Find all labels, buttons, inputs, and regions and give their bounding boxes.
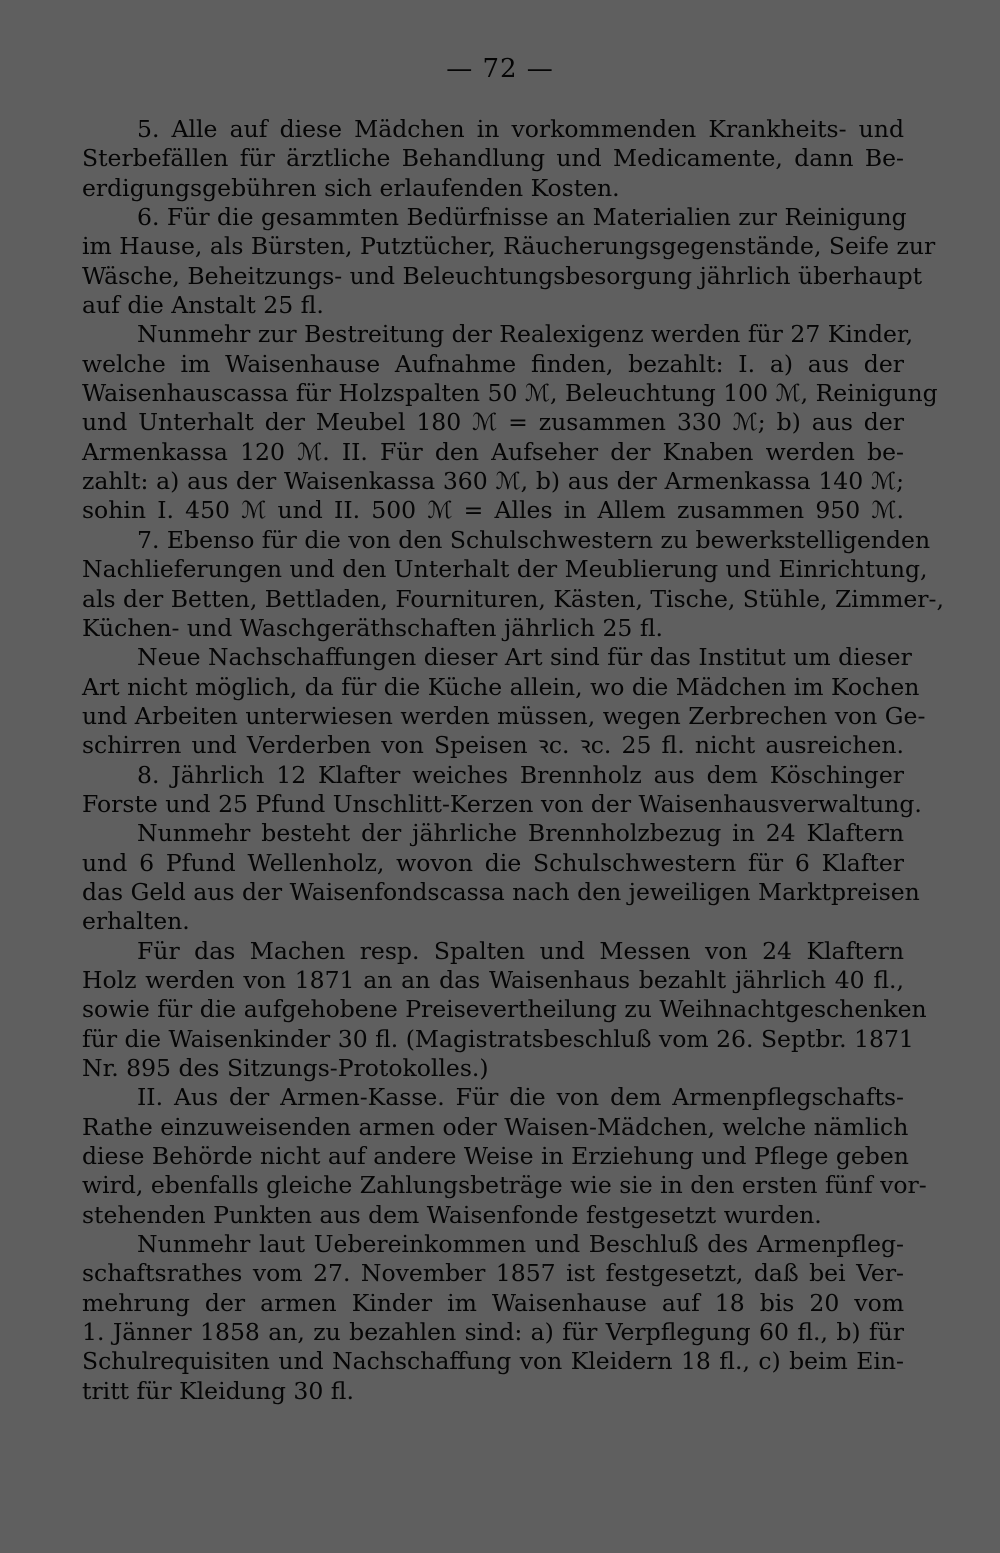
text-line: im Hause, als Bürsten, Putztücher, Räucherungsgegenstände, Seife zur	[82, 232, 936, 261]
paragraph-armenkasse	[82, 1083, 927, 1230]
text-line: auf die Anstalt 25 fl.	[82, 291, 324, 320]
text-line: sowie für die aufgehobene Preisevertheilung zu Weihnachtgeschenken	[82, 995, 927, 1024]
text-line: zahlt: a) aus der Waisenkassa 360 ℳ, b) aus der Armenkassa 140 ℳ;	[82, 467, 904, 496]
text-line: mehrung der armen Kinder im Waisenhause auf 18 bis 20 vom	[82, 1288, 904, 1317]
text-line: sohin I. 450 ℳ und II. 500 ℳ = Alles in Allem zusammen 950 ℳ.	[82, 496, 904, 525]
text-line: für die Waisenkinder 30 fl. (Magistratsbeschluß vom 26. Septbr. 1871	[82, 1024, 914, 1053]
text-line: Armenkassa 120 ℳ. II. Für den Aufseher der Knaben werden be-	[82, 437, 904, 466]
text-line: Forste und 25 Pfund Unschlitt-Kerzen von der Waisenhausverwaltung.	[82, 789, 922, 818]
page-number: — 72 —	[446, 54, 554, 84]
text-line: Neue Nachschaffungen dieser Art sind für das Institut um dieser	[137, 643, 912, 672]
paragraph-8	[82, 760, 922, 820]
text-line: Schulrequisiten und Nachschaffung von Kleidern 18 fl., c) beim Ein-	[82, 1347, 904, 1376]
text-line: schaftsrathes vom 27. November 1857 ist festgesetzt, daß bei Ver-	[82, 1259, 904, 1288]
paragraph-7	[82, 525, 944, 643]
text-line: Rathe einzuweisenden armen oder Waisen-Mädchen, welche nämlich	[82, 1112, 909, 1141]
text-line: Art nicht möglich, da für die Küche allein, wo die Mädchen im Kochen	[82, 672, 920, 701]
text-line: Nr. 895 des Sitzungs-Protokolles.)	[82, 1054, 489, 1082]
text-line: 1. Jänner 1858 an, zu bezahlen sind: a) für Verpflegung 60 fl., b) für	[82, 1318, 904, 1347]
text-line: II. Aus der Armen-Kasse. Für die von dem Armenpflegschafts-	[137, 1083, 904, 1112]
text-line: 7. Ebenso für die von den Schulschwestern zu bewerkstelligenden	[137, 525, 931, 554]
text-line: Nachlieferungen und den Unterhalt der Meublierung und Einrichtung,	[82, 555, 928, 584]
text-line: als der Betten, Bettladen, Fournituren, Kästen, Tische, Stühle, Zimmer-,	[82, 584, 944, 613]
text-line: welche im Waisenhause Aufnahme finden, bezahlt: I. a) aus der	[82, 349, 904, 378]
text-line: Küchen- und Waschgeräthschaften jährlich 25 fl.	[82, 613, 663, 642]
text-line: Sterbefällen für ärztliche Behandlung und Medicamente, dann Be-	[82, 144, 904, 173]
text-line: tritt für Kleidung 30 fl.	[82, 1376, 354, 1405]
paragraph-realexigenz	[82, 320, 938, 525]
text-line: 5. Alle auf diese Mädchen in vorkommenden Krankheits- und	[137, 115, 904, 143]
text-line: erhalten.	[82, 907, 190, 936]
document-body	[82, 115, 944, 1406]
text-line: 6. Für die gesammten Bedürfnisse an Materialien zur Reinigung	[137, 203, 907, 232]
paragraph-uebereinkommen	[82, 1230, 904, 1406]
text-line: stehenden Punkten aus dem Waisenfonde festgesetzt wurden.	[82, 1200, 822, 1229]
paragraph-holzmachen	[82, 936, 927, 1084]
text-line: und Unterhalt der Meubel 180 ℳ = zusammen 330 ℳ; b) aus der	[82, 408, 904, 437]
text-line: und Arbeiten unterwiesen werden müssen, wegen Zerbrechen von Ge-	[82, 701, 926, 730]
text-line: schirren und Verderben von Speisen ꝛc. ꝛc. 25 fl. nicht ausreichen.	[82, 731, 904, 760]
text-line: Nunmehr zur Bestreitung der Realexigenz werden für 27 Kinder,	[137, 320, 914, 349]
paragraph-brennholz	[82, 819, 920, 936]
text-line: Waisenhauscassa für Holzspalten 50 ℳ, Beleuchtung 100 ℳ, Reinigung	[82, 379, 938, 408]
text-line: wird, ebenfalls gleiche Zahlungsbeträge wie sie in den ersten fünf vor-	[82, 1171, 927, 1200]
text-line: und 6 Pfund Wellenholz, wovon die Schulschwestern für 6 Klafter	[82, 848, 904, 877]
text-line: erdigungsgebühren sich erlaufenden Kosten.	[82, 173, 620, 202]
text-line: Nunmehr laut Uebereinkommen und Beschluß des Armenpfleg-	[137, 1230, 904, 1259]
text-line: diese Behörde nicht auf andere Weise in Erziehung und Pflege geben	[82, 1142, 909, 1171]
paragraph-5	[82, 115, 904, 203]
paragraph-6	[82, 203, 936, 320]
text-line: Wäsche, Beheitzungs- und Beleuchtungsbesorgung jährlich überhaupt	[82, 261, 923, 290]
text-line: 8. Jährlich 12 Klafter weiches Brennholz aus dem Köschinger	[137, 760, 904, 789]
paragraph-nachschaffungen	[82, 643, 926, 760]
text-line: Holz werden von 1871 an an das Waisenhaus bezahlt jährlich 40 fl.,	[82, 965, 904, 994]
text-line: Nunmehr besteht der jährliche Brennholzbezug in 24 Klaftern	[137, 819, 904, 848]
text-line: Für das Machen resp. Spalten und Messen von 24 Klaftern	[137, 936, 904, 965]
text-line: das Geld aus der Waisenfondscassa nach den jeweiligen Marktpreisen	[82, 877, 920, 906]
